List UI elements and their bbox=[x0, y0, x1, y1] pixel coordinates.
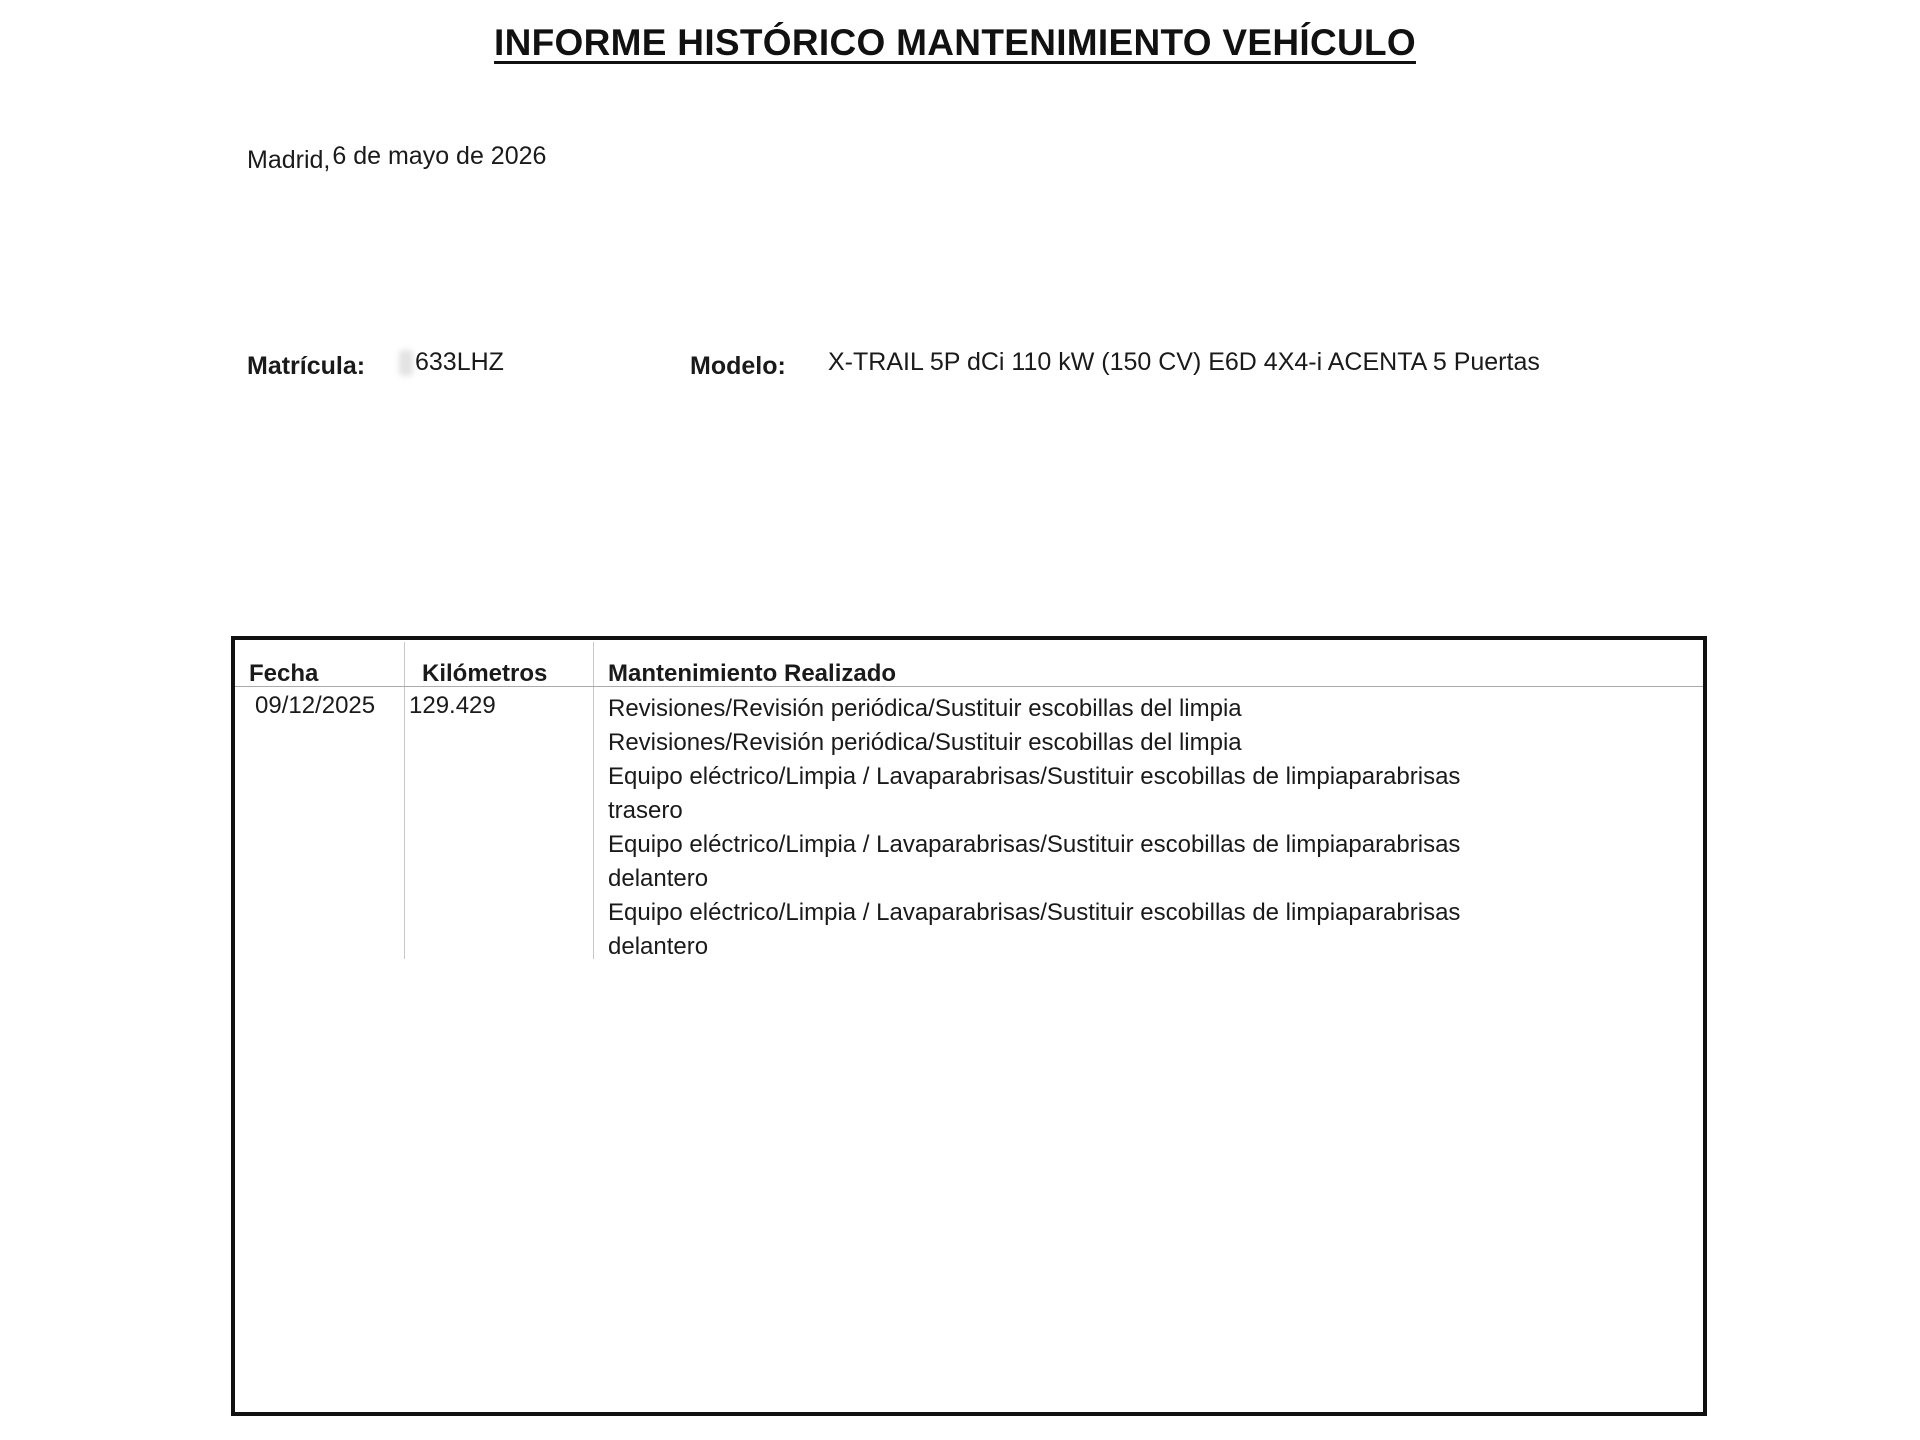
maintenance-table bbox=[231, 636, 1707, 1416]
plate-value: 633LHZ bbox=[415, 348, 504, 376]
cell-kilometros: 129.429 bbox=[409, 692, 496, 719]
column-divider bbox=[404, 642, 405, 959]
plate-redaction bbox=[399, 350, 413, 376]
maintenance-item: Equipo eléctrico/Limpia / Lavaparabrisas/Sustituir escobillas de limpiaparabrisas trasero bbox=[608, 763, 1461, 824]
model-value: X-TRAIL 5P dCi 110 kW (150 CV) E6D 4X4-i ACENTA 5 Puertas bbox=[828, 348, 1540, 376]
report-date-line bbox=[247, 142, 546, 175]
maintenance-item: Revisiones/Revisión periódica/Sustituir escobillas del limpia bbox=[608, 729, 1242, 756]
report-title: INFORME HISTÓRICO MANTENIMIENTO VEHÍCULO bbox=[494, 22, 1416, 63]
header-fecha: Fecha bbox=[249, 660, 319, 687]
maintenance-item: Revisiones/Revisión periódica/Sustituir escobillas del limpia bbox=[608, 695, 1242, 722]
report-date: 6 de mayo de 2026 bbox=[332, 142, 547, 170]
cell-fecha: 09/12/2025 bbox=[255, 692, 376, 719]
model-label: Modelo: bbox=[690, 352, 786, 380]
vehicle-info bbox=[247, 348, 1747, 388]
plate-label: Matrícula: bbox=[247, 352, 366, 380]
header-divider bbox=[235, 686, 1703, 687]
cell-mantenimiento bbox=[608, 692, 1538, 964]
maintenance-item: Equipo eléctrico/Limpia / Lavaparabrisas/Sustituir escobillas de limpiaparabrisas delantero bbox=[608, 899, 1461, 960]
maintenance-item: Equipo eléctrico/Limpia / Lavaparabrisas/Sustituir escobillas de limpiaparabrisas delantero bbox=[608, 831, 1461, 892]
column-divider bbox=[593, 642, 594, 959]
table-header bbox=[235, 660, 1703, 688]
report-city: Madrid, bbox=[247, 146, 331, 174]
header-mantenimiento: Mantenimiento Realizado bbox=[608, 660, 897, 687]
header-kilometros: Kilómetros bbox=[422, 660, 548, 687]
